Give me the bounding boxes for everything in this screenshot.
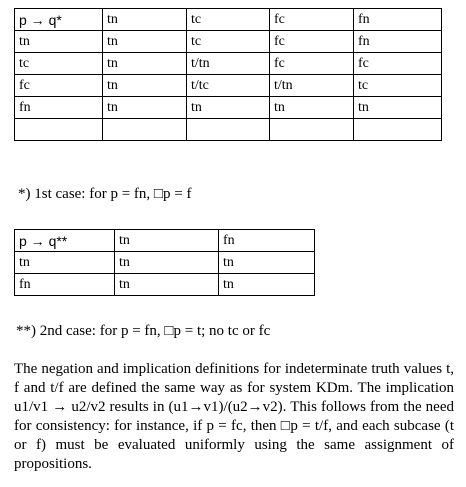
table-row bbox=[15, 119, 442, 141]
table-cell: tn bbox=[187, 97, 270, 119]
table-cell: tn bbox=[103, 53, 187, 75]
table-cell: fc bbox=[15, 75, 103, 97]
table-cell: tc bbox=[187, 31, 270, 53]
table-cell: t/tc bbox=[187, 75, 270, 97]
table-cell: fc bbox=[270, 53, 354, 75]
table-cell: fc bbox=[270, 31, 354, 53]
table-cell: tn bbox=[103, 75, 187, 97]
table-cell: tn bbox=[103, 9, 187, 31]
footnote-case-1: *) 1st case: for p = fn, □p = f bbox=[18, 186, 192, 202]
table-cell: fn bbox=[15, 97, 103, 119]
table-cell: tn bbox=[15, 31, 103, 53]
table-cell: t/tn bbox=[270, 75, 354, 97]
table-cell bbox=[103, 119, 187, 141]
table-row bbox=[15, 274, 315, 296]
table-row bbox=[15, 97, 442, 119]
table-cell: tn bbox=[103, 97, 187, 119]
footnote-case-2: **) 2nd case: for p = fn, □p = t; no tc or fc bbox=[16, 323, 271, 339]
table-cell: tn bbox=[219, 274, 315, 296]
table-body bbox=[15, 230, 315, 296]
table-cell bbox=[270, 119, 354, 141]
body-paragraph: The negation and implication definitions for indeterminate truth values t, f and t/f are defined the same way as for system KDm. The implication u1/v1 → u2/v2 results in (u1→v1)/(u2→v2). This follows from the need for consistency: for instance, if p = fc, then □p = t/f, and each subcase (t or f) must be evaluated uniformly using the same assignment of propositions. bbox=[14, 361, 454, 472]
table-row bbox=[15, 31, 442, 53]
table-cell: tn bbox=[15, 252, 115, 274]
table-cell: tc bbox=[187, 9, 270, 31]
table-cell: fn bbox=[354, 31, 442, 53]
table-cell: fn bbox=[219, 230, 315, 252]
table-cell bbox=[187, 119, 270, 141]
table-row bbox=[15, 53, 442, 75]
table-cell: tn bbox=[219, 252, 315, 274]
table-cell bbox=[354, 119, 442, 141]
table-header-cell: p → q** bbox=[15, 230, 115, 252]
table-row bbox=[15, 230, 315, 252]
table-row bbox=[15, 9, 442, 31]
table-cell: tn bbox=[115, 230, 219, 252]
table-cell: tc bbox=[15, 53, 103, 75]
table-cell: tn bbox=[115, 252, 219, 274]
table-cell: fn bbox=[15, 274, 115, 296]
table-cell: fc bbox=[270, 9, 354, 31]
table-row bbox=[15, 252, 315, 274]
table-row bbox=[15, 75, 442, 97]
implication-table-case-1 bbox=[14, 8, 442, 141]
table-header-cell: p → q* bbox=[15, 9, 103, 31]
table-cell: t/tn bbox=[187, 53, 270, 75]
table-cell: fc bbox=[354, 53, 442, 75]
table-cell: tn bbox=[354, 97, 442, 119]
table-body bbox=[15, 9, 442, 141]
table-cell: tc bbox=[354, 75, 442, 97]
table-cell bbox=[15, 119, 103, 141]
table-cell: tn bbox=[115, 274, 219, 296]
table-cell: fn bbox=[354, 9, 442, 31]
table-cell: tn bbox=[103, 31, 187, 53]
implication-table-case-2 bbox=[14, 229, 315, 296]
table-cell: tn bbox=[270, 97, 354, 119]
